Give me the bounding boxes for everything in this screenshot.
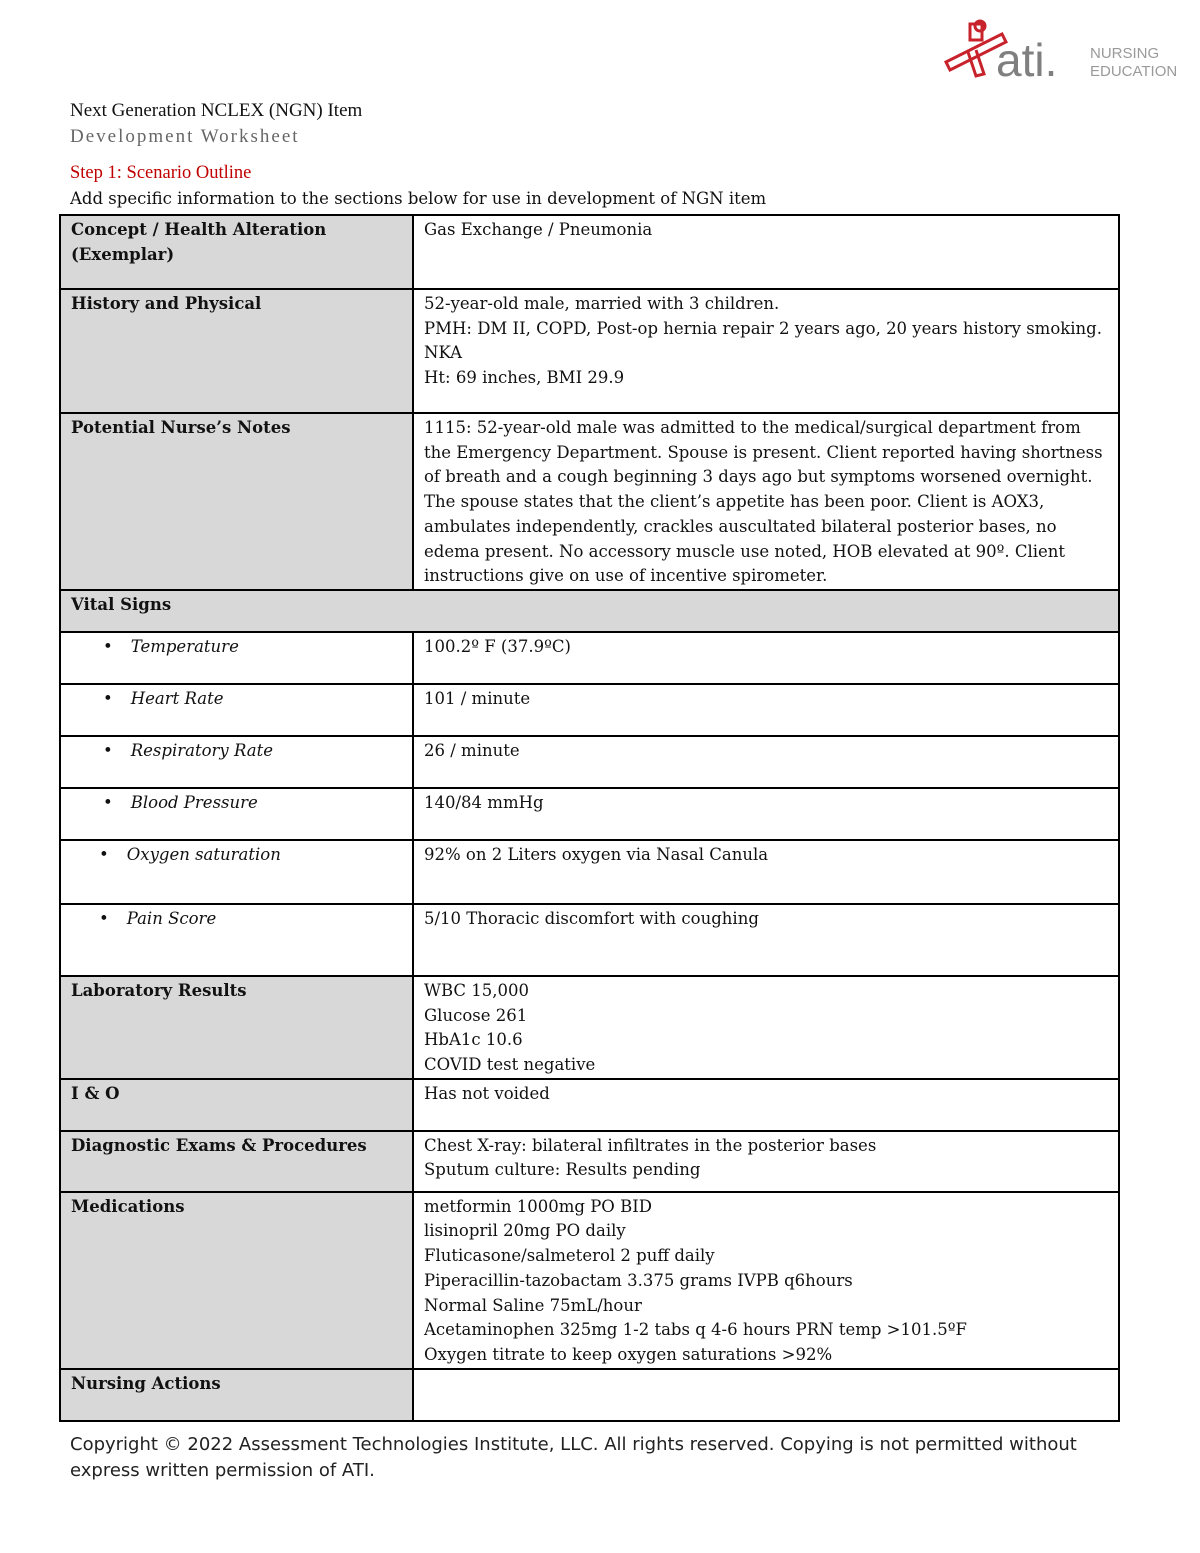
medication-line: Piperacillin-tazobactam 3.375 grams IVPB q6hours — [424, 1270, 853, 1290]
notes-label: Potential Nurse’s Notes — [60, 413, 413, 590]
table-row — [60, 289, 1119, 413]
labs-value — [413, 976, 1119, 1079]
vital-label-oxygen-saturation — [60, 840, 413, 904]
vital-label-text: Respiratory Rate — [130, 740, 274, 760]
page-title: Next Generation NCLEX (NGN) Item — [70, 100, 363, 121]
history-line: PMH: DM II, COPD, Post-op hernia repair 2 years ago, 20 years history smoking. — [424, 318, 1102, 338]
scenario-table — [59, 214, 1120, 1422]
vital-value-heart-rate: 101 / minute — [413, 684, 1119, 736]
instructions-text: Add specific information to the sections below for use in development of NGN item — [70, 189, 767, 208]
table-row — [60, 976, 1119, 1079]
history-label: History and Physical — [60, 289, 413, 413]
nursing-actions-value — [413, 1369, 1119, 1421]
concept-label: Concept / Health Alteration (Exemplar) — [60, 215, 413, 289]
diagnostic-line: Sputum culture: Results pending — [424, 1160, 701, 1180]
page-subtitle: Development Worksheet — [70, 126, 300, 147]
diagnostics-value — [413, 1131, 1119, 1192]
table-row — [60, 1369, 1119, 1421]
table-row — [60, 413, 1119, 590]
medication-line: Normal Saline 75mL/hour — [424, 1295, 642, 1315]
worksheet-header — [70, 98, 1130, 212]
vital-value-blood-pressure: 140/84 mmHg — [413, 788, 1119, 840]
vital-label-text: Oxygen saturation — [126, 844, 281, 864]
copyright-footer: Copyright © 2022 Assessment Technologies Institute, LLC. All rights reserved. Copying is not permitted without express written permission of ATI. — [70, 1434, 1077, 1481]
vital-label-temperature — [60, 632, 413, 684]
medication-line: Acetaminophen 325mg 1-2 tabs q 4-6 hours PRN temp >101.5ºF — [424, 1320, 967, 1340]
table-row — [60, 904, 1119, 976]
ati-logo-mark-icon — [940, 18, 1178, 86]
logo-line1-text: NURSING — [1090, 45, 1160, 62]
vital-value-oxygen-saturation: 92% on 2 Liters oxygen via Nasal Canula — [413, 840, 1119, 904]
medication-line: lisinopril 20mg PO daily — [424, 1221, 626, 1241]
io-label: I & O — [60, 1079, 413, 1131]
io-value: Has not voided — [413, 1079, 1119, 1131]
concept-value: Gas Exchange / Pneumonia — [413, 215, 1119, 289]
vital-value-pain-score: 5/10 Thoracic discomfort with coughing — [413, 904, 1119, 976]
logo-brand-text: ati. — [996, 34, 1058, 86]
diagnostics-label: Diagnostic Exams & Procedures — [60, 1131, 413, 1192]
nursing-actions-label: Nursing Actions — [60, 1369, 413, 1421]
notes-value: 1115: 52-year-old male was admitted to the medical/surgical department from the Emergency Department. Spouse is present. Client reported having shortness of breath and a cough beginning 3 days ago but symptoms worsened overnight. The spouse states that the client’s appetite has been poor. Client is AOX3, ambulates independently, crackles auscultated bilateral posterior bases, no edema present. No accessory muscle use noted, HOB elevated at 90º. Client instructions give on use of incentive spirometer. — [413, 413, 1119, 590]
vital-signs-heading: Vital Signs — [60, 590, 1119, 632]
bullet-icon: • — [99, 908, 109, 928]
bullet-icon: • — [99, 844, 109, 864]
lab-line: Glucose 261 — [424, 1005, 528, 1025]
logo-line2-text: EDUCATION — [1090, 63, 1178, 80]
lab-line: HbA1c 10.6 — [424, 1030, 523, 1050]
vital-label-text: Temperature — [130, 636, 239, 656]
vital-label-respiratory-rate — [60, 736, 413, 788]
table-row — [60, 684, 1119, 736]
vital-value-respiratory-rate: 26 / minute — [413, 736, 1119, 788]
history-line: 52-year-old male, married with 3 children. — [424, 294, 780, 313]
table-row — [60, 215, 1119, 289]
medication-line: Oxygen titrate to keep oxygen saturations >92% — [424, 1344, 833, 1364]
table-row — [60, 1079, 1119, 1131]
table-row — [60, 632, 1119, 684]
table-row — [60, 590, 1119, 632]
labs-label: Laboratory Results — [60, 976, 413, 1079]
vital-label-heart-rate — [60, 684, 413, 736]
medications-value — [413, 1192, 1119, 1369]
diagnostic-line: Chest X-ray: bilateral infiltrates in the posterior bases — [424, 1135, 877, 1155]
history-line: Ht: 69 inches, BMI 29.9 — [424, 368, 625, 388]
medications-label: Medications — [60, 1192, 413, 1369]
lab-line: COVID test negative — [424, 1055, 596, 1075]
bullet-icon: • — [103, 740, 113, 760]
table-row — [60, 788, 1119, 840]
bullet-icon: • — [103, 636, 113, 656]
ati-logo — [940, 18, 1178, 86]
vital-value-temperature: 100.2º F (37.9ºC) — [413, 632, 1119, 684]
lab-line: WBC 15,000 — [424, 980, 529, 1000]
medication-line: metformin 1000mg PO BID — [424, 1196, 652, 1216]
vital-label-text: Blood Pressure — [130, 792, 258, 812]
vital-label-text: Heart Rate — [130, 688, 224, 708]
table-row — [60, 1192, 1119, 1369]
table-row — [60, 840, 1119, 904]
vital-label-pain-score — [60, 904, 413, 976]
vital-label-text: Pain Score — [126, 908, 217, 928]
history-line: NKA — [424, 343, 463, 363]
bullet-icon: • — [103, 792, 113, 812]
bullet-icon: • — [103, 688, 113, 708]
step-heading: Step 1: Scenario Outline — [70, 163, 252, 183]
table-row — [60, 736, 1119, 788]
history-value — [413, 289, 1119, 413]
medication-line: Fluticasone/salmeterol 2 puff daily — [424, 1246, 715, 1266]
table-row — [60, 1131, 1119, 1192]
vital-label-blood-pressure — [60, 788, 413, 840]
